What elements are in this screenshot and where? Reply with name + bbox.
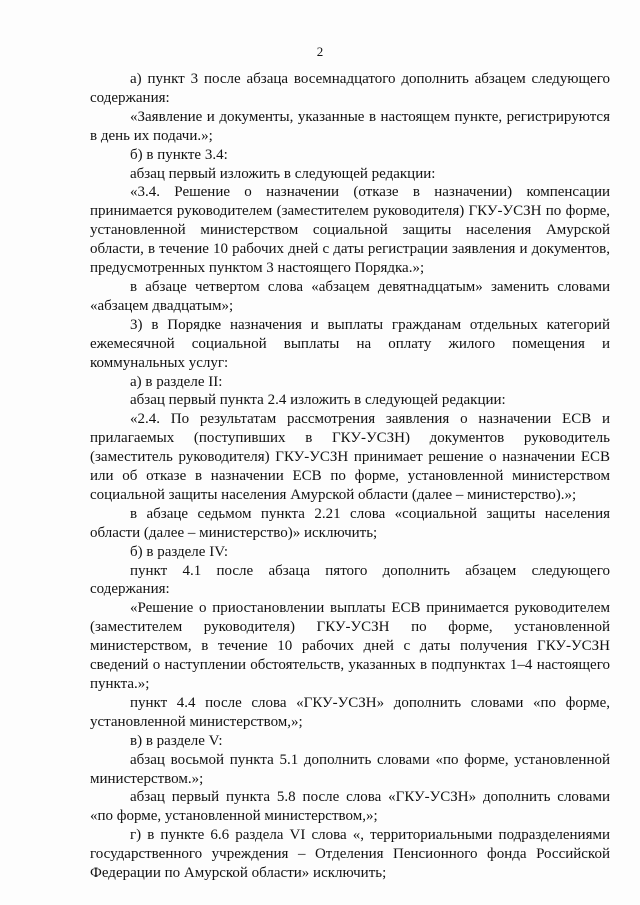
paragraph: абзац первый пункта 5.8 после слова «ГКУ-УСЗН» дополнить словами «по форме, установленной министерством,»; [90,789,610,825]
paragraph: пункт 4.1 после абзаца пятого дополнить абзацем следующего содержания: [90,562,610,598]
paragraph: абзац первый изложить в следующей редакции: [130,165,436,182]
paragraph: б) в разделе IV: [130,543,229,560]
document-body [90,70,610,883]
paragraph: в абзаце четвертом слова «абзацем девятнадцатым» заменить словами «абзацем двадцатым»; [90,278,610,314]
paragraph: «2.4. По результатам рассмотрения заявления о назначении ЕСВ и прилагаемых (поступивших в ГКУ-УСЗН) документов руководитель (заместитель руководителя) ГКУ-УСЗН принимает решение о назначении ЕСВ или об отказе в назначении ЕСВ по форме, установленной министерством социальной защиты населения Амурской области (далее – министерство).»; [90,411,610,503]
paragraph: а) пункт 3 после абзаца восемнадцатого дополнить абзацем следующего содержания: [90,71,610,106]
paragraph: 3) в Порядке назначения и выплаты гражданам отдельных категорий ежемесячной социальной выплаты на оплату жилого помещения и коммунальных услуг: [90,316,610,371]
paragraph: в абзаце седьмом пункта 2.21 слова «социальной защиты населения области (далее – министерство)» исключить; [90,505,610,541]
paragraph: абзац первый пункта 2.4 изложить в следующей редакции: [130,392,506,409]
paragraph: пункт 4.4 после слова «ГКУ-УСЗН» дополнить словами «по форме, установленной министерством,»; [90,694,610,730]
paragraph: б) в пункте 3.4: [130,146,228,163]
paragraph: «Заявление и документы, указанные в настоящем пункте, регистрируются в день их подачи.»; [90,108,610,144]
paragraph: в) в разделе V: [130,732,223,749]
paragraph: абзац восьмой пункта 5.1 дополнить словами «по форме, установленной министерством.»; [90,751,610,787]
paragraph: «3.4. Решение о назначении (отказе в назначении) компенсации принимается руководителем (заместителем руководителя) ГКУ-УСЗН по форме, установленной министерством социальной защиты населения Амурской области, в течение 10 рабочих дней с даты регистрации заявления и документов, предусмотренных пунктом 3 настоящего Порядка.»; [90,184,610,277]
paragraph: г) в пункте 6.6 раздела VI слова «, территориальными подразделениями государственного учреждения – Отделения Пенсионного фонда Российской Федерации по Амурской области» исключить; [90,827,610,882]
paragraph: «Решение о приостановлении выплаты ЕСВ принимается руководителем (заместителем руководителя) ГКУ-УСЗН по форме, установленной министерством, в течение 10 рабочих дней с даты получения ГКУ-УСЗН сведений о наступлении обстоятельств, указанных в подпунктах 1–4 настоящего пункта.»; [90,600,610,692]
paragraph: а) в разделе II: [130,373,223,390]
page-number: 2 [316,44,324,59]
